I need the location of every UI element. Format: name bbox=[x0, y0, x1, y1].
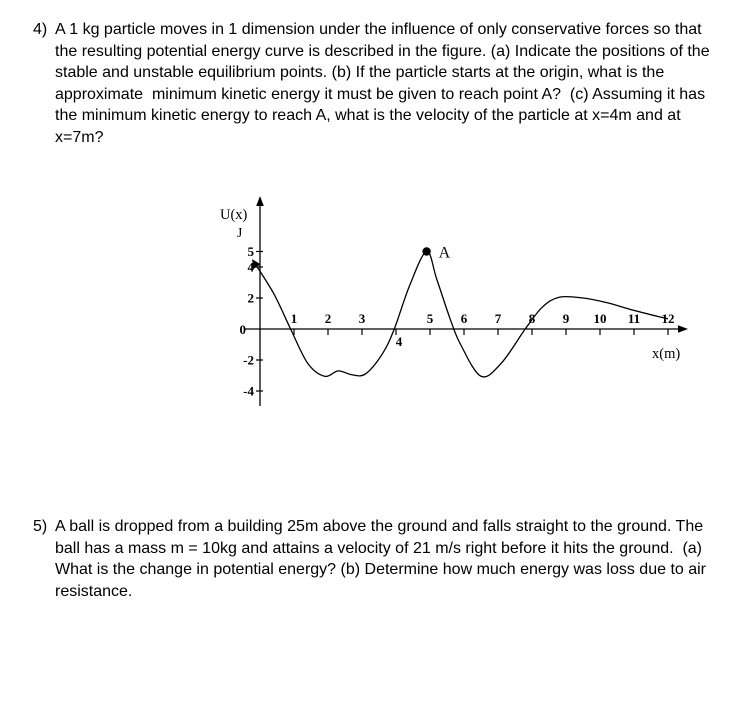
point-a-dot bbox=[422, 247, 430, 255]
y-tick-label: -2 bbox=[243, 352, 254, 368]
potential-energy-chart bbox=[215, 194, 715, 434]
point-a-label: A bbox=[438, 244, 451, 262]
x-tick-label: 10 bbox=[593, 311, 607, 326]
x-tick-label: 1 bbox=[290, 311, 298, 326]
potential-energy-figure bbox=[215, 194, 715, 434]
x-tick-label: 11 bbox=[627, 311, 641, 326]
y-tick-label: 5 bbox=[247, 244, 254, 259]
y-axis-arrow-icon bbox=[256, 196, 264, 206]
problem-5-text: A ball is dropped from a building 25m above the ground and falls straight to the ground. The ball has a mass m = 10kg and attains a velocity of 21 m/s right before it hits the ground. (a) What is the change in potential energy? (b) Determine how much energy was loss due to air resistance. bbox=[55, 518, 711, 600]
problem-5-number: 5) bbox=[33, 518, 48, 535]
y-axis-title: U(x) bbox=[220, 207, 248, 223]
x-tick-label: 12 bbox=[661, 311, 675, 326]
x-axis-arrow-icon bbox=[678, 325, 688, 332]
y-axis-units: J bbox=[237, 225, 243, 240]
y-tick-label: -4 bbox=[243, 383, 254, 399]
x-tick-label: 6 bbox=[460, 311, 468, 326]
x-tick-label: 4 bbox=[395, 334, 403, 349]
x-tick-label: 9 bbox=[562, 311, 570, 326]
x-tick-label: 2 bbox=[324, 311, 332, 326]
problem-5 bbox=[0, 516, 747, 602]
problem-4-text: A 1 kg particle moves in 1 dimension under the influence of only conservative forces so that the resulting potential energy curve is described in the figure. (a) Indicate the positions of the stable and unstable equilibrium points. (b) If the particle starts at the origin, what is the approximate minimum kinetic energy it must be given to reach point A? (c) Assuming it has the minimum kinetic energy to reach A, what is the velocity of the particle at x=4m and at x=7m? bbox=[55, 21, 715, 146]
x-tick-label: 8 bbox=[528, 311, 536, 326]
origin-label: 0 bbox=[239, 322, 246, 337]
x-tick-label: 7 bbox=[494, 311, 502, 326]
problem-4-number: 4) bbox=[33, 21, 48, 38]
problem-4 bbox=[0, 19, 747, 148]
y-tick-label: 4 bbox=[247, 259, 254, 275]
x-axis-title: x(m) bbox=[652, 346, 681, 362]
y-tick-label: 2 bbox=[247, 290, 254, 306]
x-tick-label: 3 bbox=[358, 311, 366, 326]
x-tick-label: 5 bbox=[426, 311, 434, 326]
